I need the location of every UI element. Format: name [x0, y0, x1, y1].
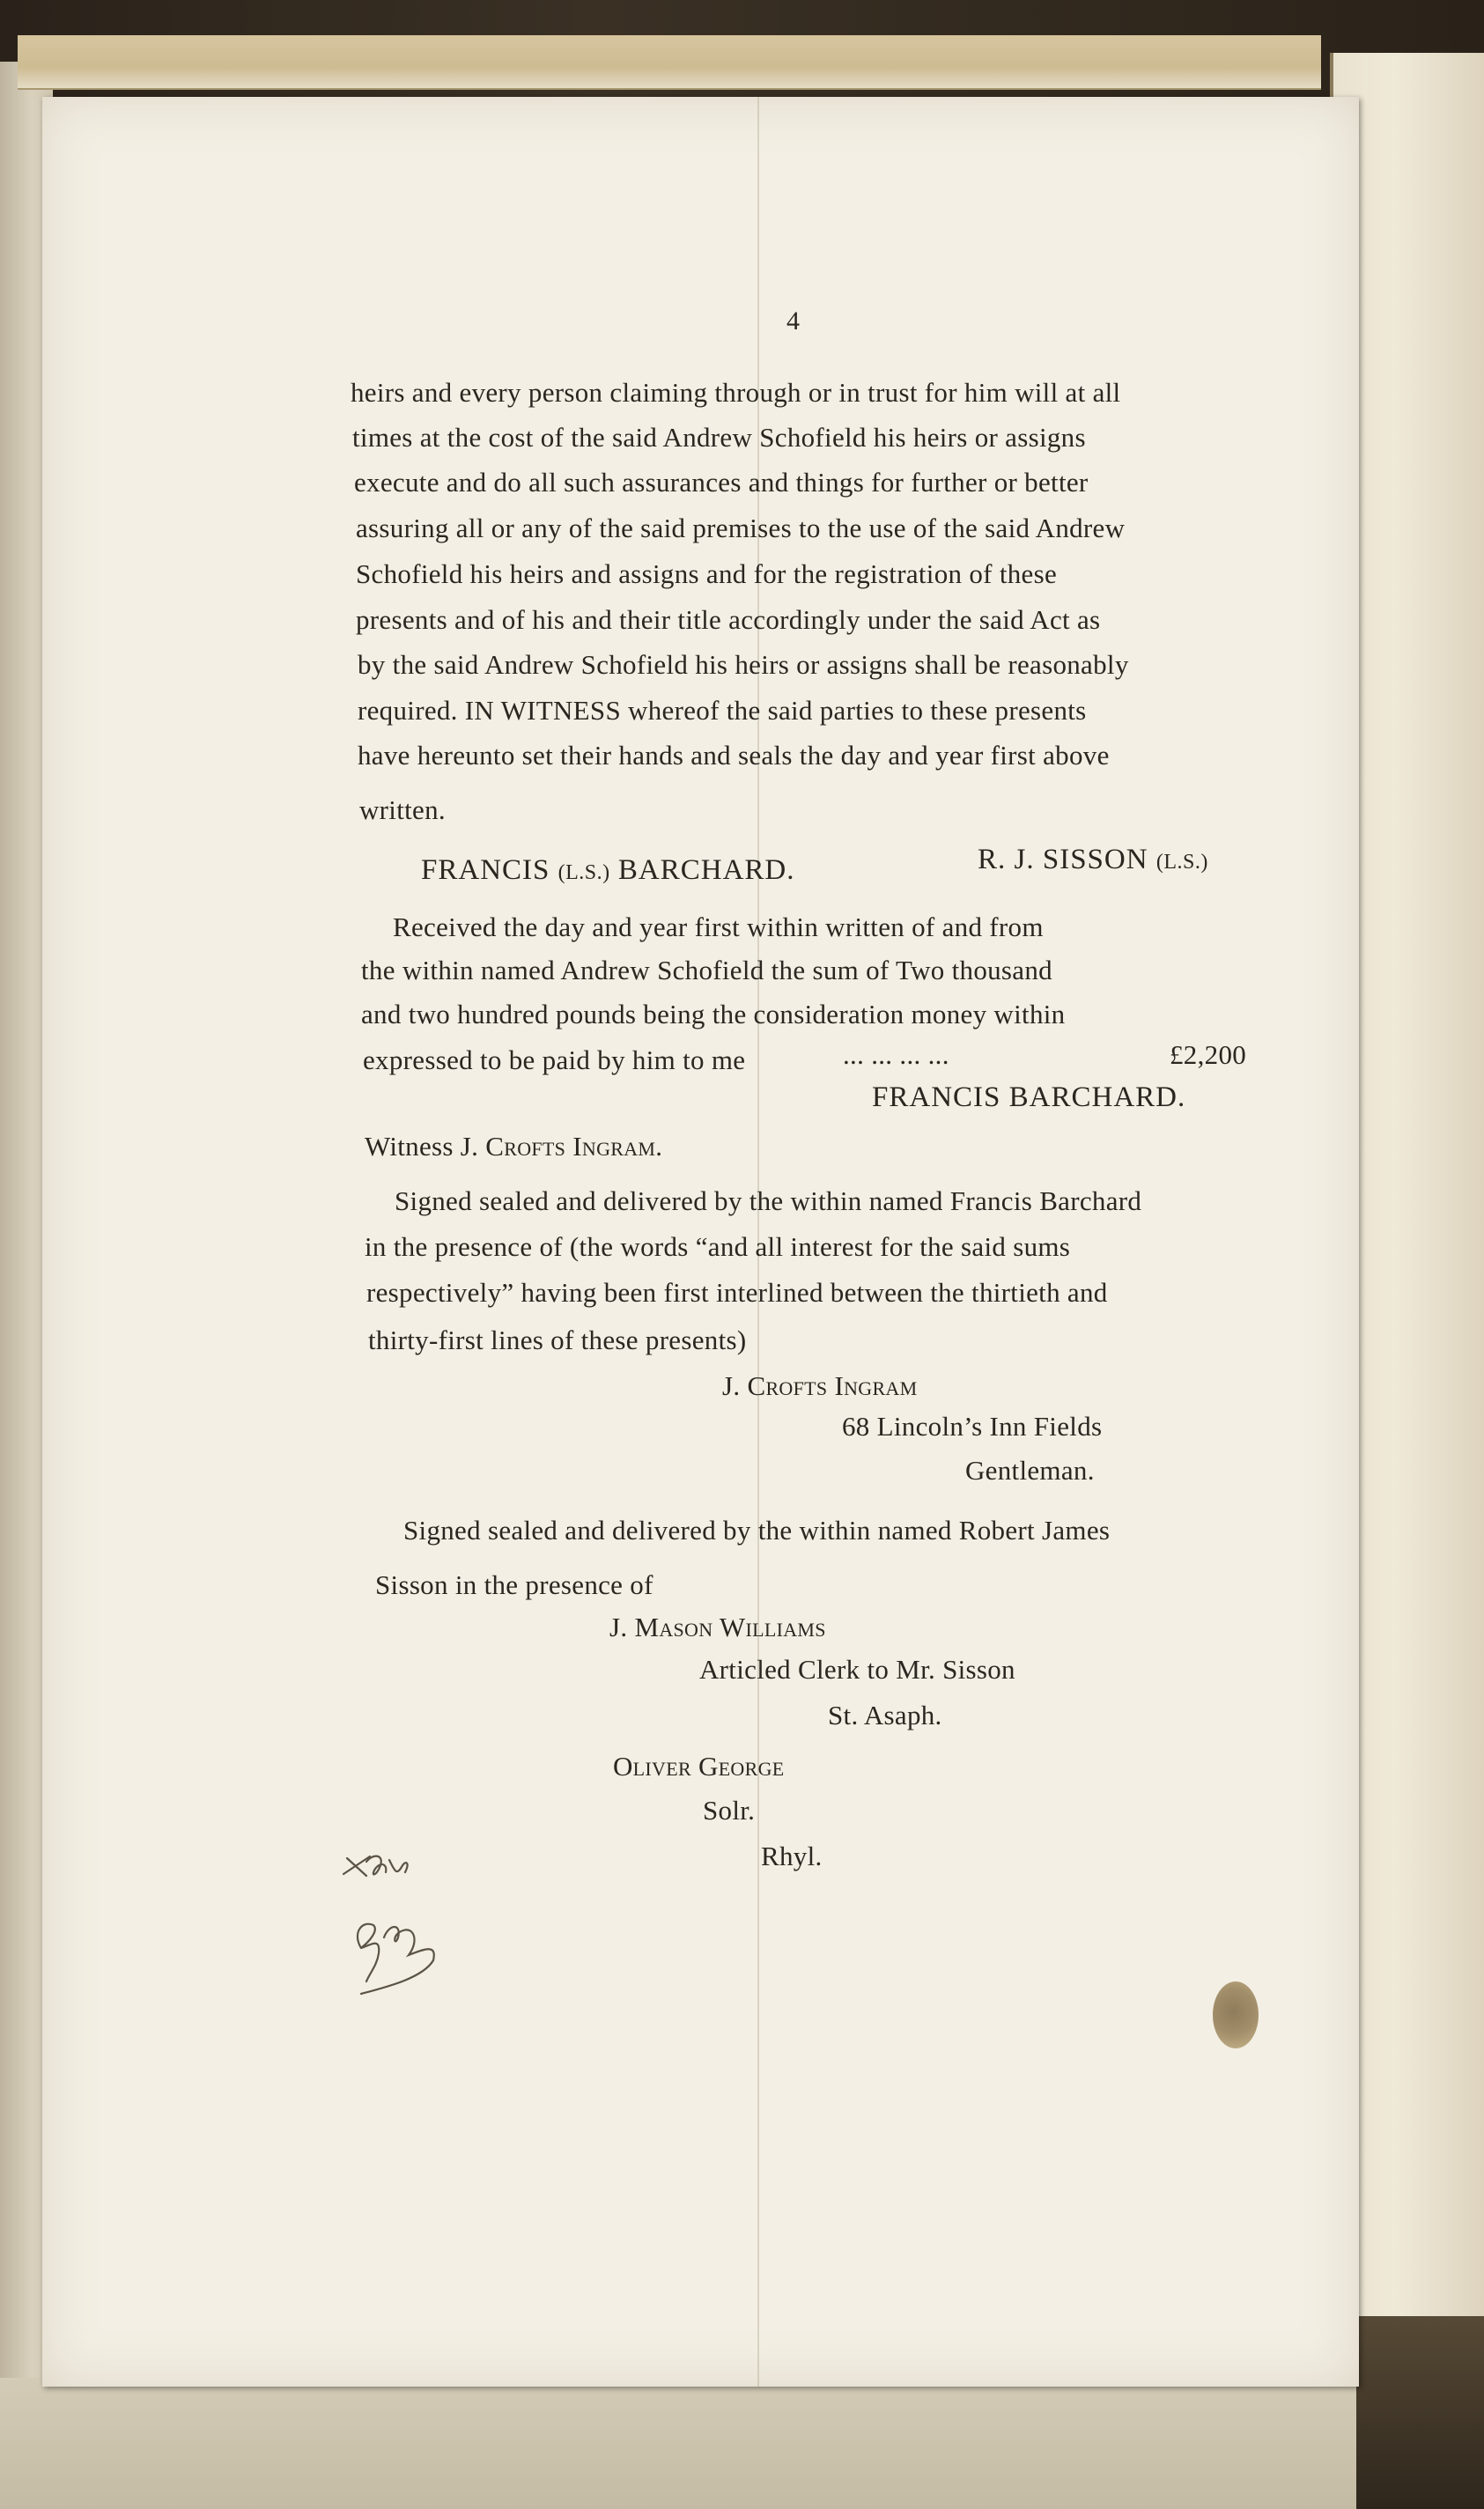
receipt-line: and two hundred pounds being the consideration money within	[361, 999, 1066, 1029]
second-witness-place: Rhyl.	[761, 1841, 823, 1871]
body-line: have hereunto set their hands and seals the day and year first above	[358, 740, 1110, 771]
body-line: required. IN WITNESS whereof the said parties to these presents	[358, 695, 1087, 726]
body-line: Schofield his heirs and assigns and for the registration of these	[356, 558, 1058, 589]
receipt-text: expressed to be paid by him to me	[363, 1044, 746, 1075]
attestation-line: Signed sealed and delivered by the within named Robert James	[403, 1515, 1111, 1546]
underlying-page-edge-bottom	[0, 2378, 1356, 2509]
receipt-signer: FRANCIS BARCHARD.	[872, 1081, 1186, 1113]
body-line: presents and of his and their title accordingly under the said Act as	[356, 604, 1101, 635]
witness-place: St. Asaph.	[828, 1700, 942, 1730]
page-number: 4	[786, 306, 800, 336]
paper-stain	[1213, 1981, 1259, 2048]
witness-address: 68 Lincoln’s Inn Fields	[842, 1411, 1103, 1442]
attestation-line: in the presence of (the words “and all interest for the said sums	[365, 1231, 1071, 1262]
attestation-line: thirty-first lines of these presents)	[368, 1325, 747, 1355]
witness-name: J. Crofts Ingram	[722, 1370, 918, 1401]
witness-name: J. Crofts Ingram.	[460, 1131, 663, 1162]
body-line: assuring all or any of the said premises to the use of the said Andrew	[356, 513, 1126, 543]
witness-occupation: Gentleman.	[965, 1455, 1095, 1486]
body-line: times at the cost of the said Andrew Schofield his heirs or assigns	[352, 422, 1086, 453]
signer-name: R. J. SISSON	[978, 844, 1148, 875]
seal-mark: (L.S.)	[557, 861, 610, 884]
signature-barchard	[421, 854, 795, 887]
body-line: execute and do all such assurances and things for further or better	[354, 467, 1089, 498]
signer-last-name: BARCHARD.	[617, 854, 795, 886]
body-line: written.	[359, 794, 446, 825]
attestation-line: respectively” having been first interlined between the thirtieth and	[366, 1277, 1108, 1308]
binding-strip-top	[18, 35, 1321, 90]
signature-sisson	[978, 844, 1208, 876]
attestation-line: Sisson in the presence of	[375, 1569, 653, 1600]
signer-first-name: FRANCIS	[421, 854, 550, 886]
witness-prefix: Witness	[365, 1131, 454, 1162]
witness-name: J. Mason Williams	[609, 1612, 826, 1642]
receipt-leader-dots: ... ... ... ...	[843, 1039, 949, 1070]
second-witness-title: Solr.	[703, 1795, 756, 1826]
body-line: by the said Andrew Schofield his heirs or assigns shall be reasonably	[358, 649, 1129, 680]
receipt-line	[363, 1044, 745, 1076]
facing-page-shadow	[1339, 2316, 1484, 2509]
seal-mark: (L.S.)	[1155, 851, 1208, 874]
witness-line	[365, 1131, 662, 1162]
second-witness-name: Oliver George	[613, 1751, 785, 1782]
attestation-line: Signed sealed and delivered by the within named Francis Barchard	[395, 1185, 1142, 1216]
witness-occupation: Articled Clerk to Mr. Sisson	[699, 1654, 1015, 1685]
pencil-initials	[335, 1849, 484, 1999]
receipt-line: the within named Andrew Schofield the sum of Two thousand	[361, 955, 1052, 985]
receipt-amount: £2,200	[1170, 1039, 1247, 1070]
body-line: heirs and every person claiming through or in trust for him will at all	[351, 377, 1121, 408]
receipt-line: Received the day and year first within written of and from	[393, 911, 1044, 942]
